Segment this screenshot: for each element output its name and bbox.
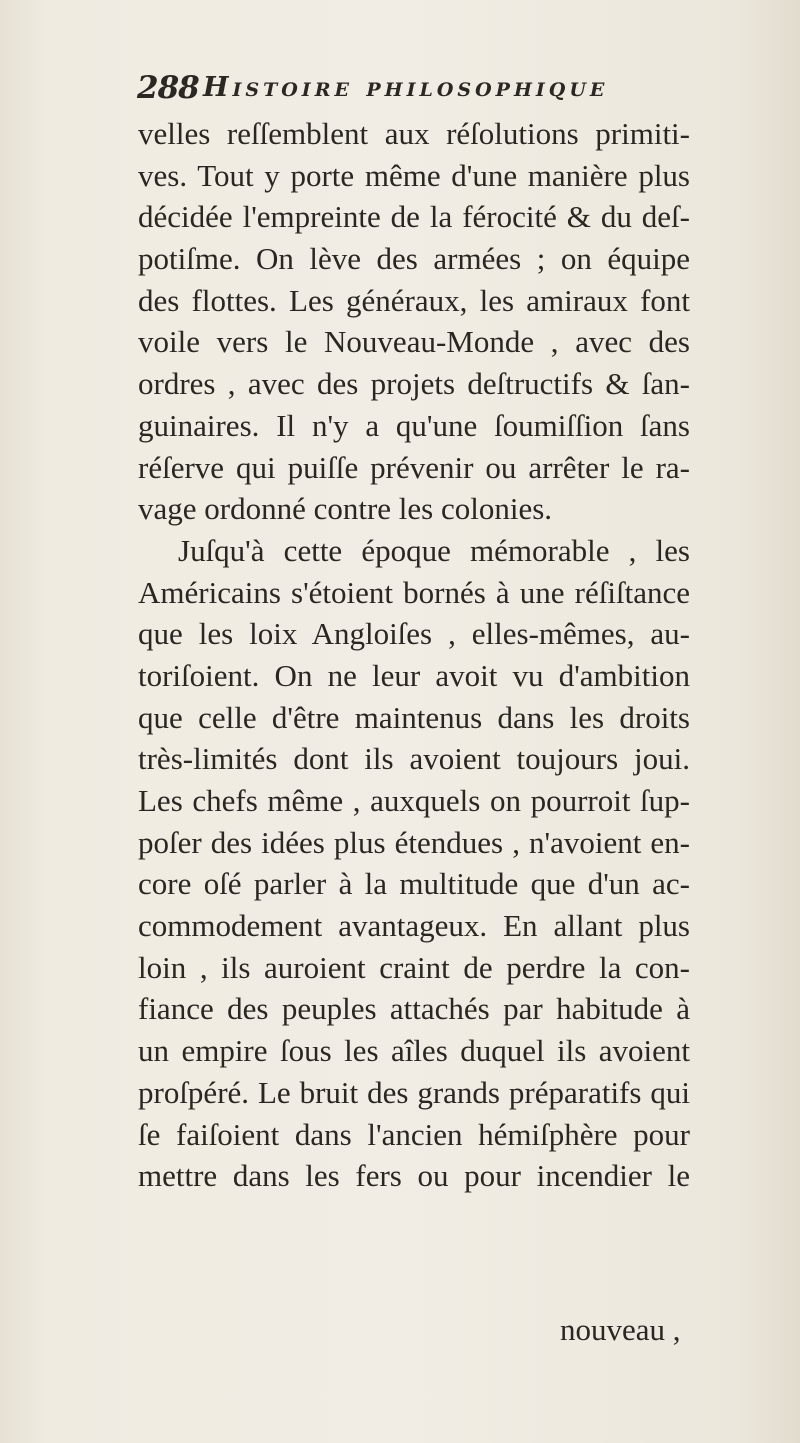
text-line: décidée l'empreinte de la férocité & du deſ- xyxy=(138,199,690,235)
text-line: que celle d'être maintenus dans les droits xyxy=(138,699,690,735)
text-line: que les loix Angloiſes , elles-mêmes, au- xyxy=(138,616,690,652)
text-line: voile vers le Nouveau-Monde , avec des xyxy=(138,324,690,360)
text-line: Les chefs même , auxquels on pourroit ſup- xyxy=(138,783,690,818)
text-line: des flottes. Les généraux, les amiraux font xyxy=(138,282,690,318)
text-line-indented: Juſqu'à cette époque mémorable , les xyxy=(178,532,690,568)
text-line: toriſoient. On ne leur avoit vu d'ambition xyxy=(138,657,690,693)
page-number: 288 xyxy=(137,70,199,106)
text-line: commodement avantageux. En allant plus xyxy=(138,908,690,944)
text-line: potiſme. On lève des armées ; on équipe xyxy=(138,241,690,277)
running-head xyxy=(137,70,677,114)
text-line: un empire ſous les aîles duquel ils avoient xyxy=(138,1033,690,1069)
text-line: ordres , avec des projets deſtructifs & ſan- xyxy=(138,366,690,402)
text-line: guinaires. Il n'y a qu'une ſoumiſſion ſans xyxy=(138,407,690,443)
text-line: très-limités dont ils avoient toujours joui. xyxy=(138,741,690,777)
text-line: réſerve qui puiſſe prévenir ou arrêter le ra- xyxy=(138,449,690,485)
catchword: nouveau , xyxy=(560,1312,681,1347)
text-line: mettre dans les fers ou pour incendier le xyxy=(138,1158,690,1194)
text-line: fiance des peuples attachés par habitude à xyxy=(138,991,690,1027)
text-line: Américains s'étoient bornés à une réſiſtance xyxy=(138,574,690,610)
body-text xyxy=(138,113,690,1197)
text-line: proſpéré. Le bruit des grands préparatifs qui xyxy=(138,1074,690,1110)
running-title: Histoire philosophique xyxy=(203,72,609,103)
text-line: ves. Tout y porte même d'une manière plus xyxy=(138,157,690,193)
text-line: vage ordonné contre les colonies. xyxy=(138,491,553,527)
text-line: ſe faiſoient dans l'ancien hémiſphère pour xyxy=(138,1116,690,1152)
text-line: core oſé parler à la multitude que d'un ac- xyxy=(138,866,690,902)
text-line: poſer des idées plus étendues , n'avoient en- xyxy=(138,824,690,860)
text-line: velles reſſemblent aux réſolutions primiti- xyxy=(138,116,690,151)
text-line: loin , ils auroient craint de perdre la con- xyxy=(138,949,690,985)
